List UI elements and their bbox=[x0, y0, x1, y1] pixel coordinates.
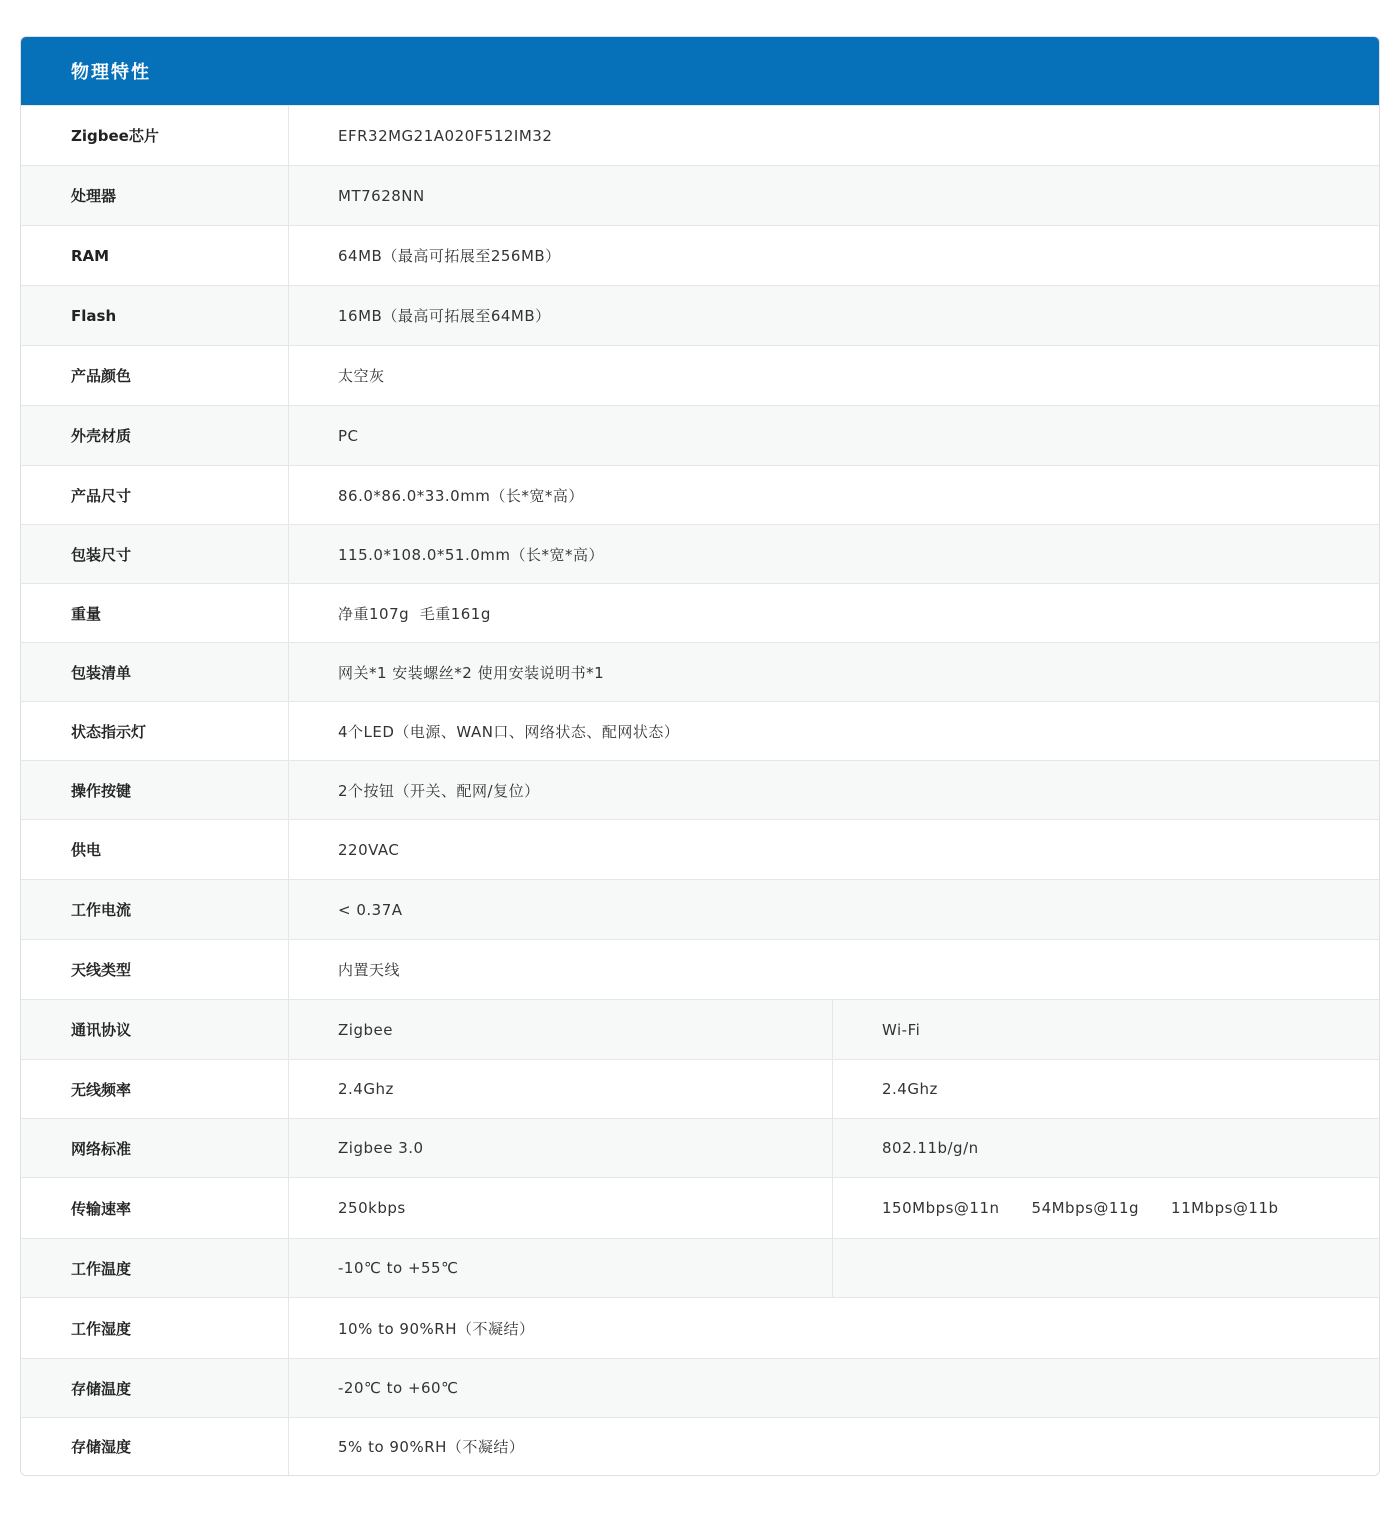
zigbee-value: -10℃ to +55℃ bbox=[289, 1239, 833, 1297]
table-row bbox=[21, 879, 1379, 939]
table-row bbox=[21, 1297, 1379, 1358]
row-label: 存储温度 bbox=[21, 1359, 289, 1417]
table-row-split bbox=[21, 999, 1379, 1059]
row-label: 无线频率 bbox=[21, 1060, 289, 1118]
row-label: 工作湿度 bbox=[21, 1298, 289, 1358]
row-label: 产品颜色 bbox=[21, 346, 289, 405]
table-row bbox=[21, 465, 1379, 524]
wifi-value: 802.11b/g/n bbox=[882, 1139, 979, 1157]
row-label: 外壳材质 bbox=[21, 406, 289, 465]
row-label: Zigbee芯片 bbox=[21, 106, 289, 165]
row-value: MT7628NN bbox=[338, 186, 425, 205]
table-body bbox=[21, 105, 1379, 1475]
row-value: PC bbox=[338, 426, 359, 445]
row-label: RAM bbox=[21, 226, 289, 285]
row-value: 220VAC bbox=[338, 840, 400, 859]
table-row bbox=[21, 939, 1379, 999]
wifi-rate-11n: 150Mbps@11n bbox=[882, 1199, 1000, 1217]
row-value: < 0.37A bbox=[338, 900, 403, 919]
row-label: 产品尺寸 bbox=[21, 466, 289, 524]
row-label: 处理器 bbox=[21, 166, 289, 225]
wifi-rate-11b: 11Mbps@11b bbox=[1171, 1199, 1279, 1217]
row-label: 工作温度 bbox=[21, 1239, 289, 1297]
row-value: 16MB（最高可拓展至64MB） bbox=[338, 307, 551, 325]
wifi-rate-11g: 54Mbps@11g bbox=[1031, 1199, 1140, 1217]
zigbee-value: Zigbee 3.0 bbox=[289, 1119, 833, 1177]
table-header bbox=[21, 37, 1379, 105]
row-label: 网络标准 bbox=[21, 1119, 289, 1177]
row-value: 10% to 90%RH（不凝结） bbox=[338, 1319, 535, 1338]
table-row bbox=[21, 642, 1379, 701]
row-label: Flash bbox=[21, 286, 289, 345]
table-row bbox=[21, 701, 1379, 760]
table-row bbox=[21, 165, 1379, 225]
table-row bbox=[21, 524, 1379, 583]
row-label: 通讯协议 bbox=[21, 1000, 289, 1059]
row-label: 天线类型 bbox=[21, 940, 289, 999]
row-value: 网关*1 安装螺丝*2 使用安装说明书*1 bbox=[338, 663, 605, 682]
row-label: 供电 bbox=[21, 820, 289, 879]
table-row bbox=[21, 345, 1379, 405]
zigbee-value: 250kbps bbox=[289, 1178, 833, 1238]
table-row bbox=[21, 583, 1379, 642]
row-label: 包装清单 bbox=[21, 643, 289, 701]
table-row bbox=[21, 760, 1379, 819]
wifi-value: Wi-Fi bbox=[882, 1020, 921, 1039]
row-label: 包装尺寸 bbox=[21, 525, 289, 583]
table-row-split bbox=[21, 1118, 1379, 1177]
wifi-value bbox=[833, 1239, 1379, 1297]
row-label: 重量 bbox=[21, 584, 289, 642]
table-row-split bbox=[21, 1177, 1379, 1238]
row-value: 太空灰 bbox=[338, 367, 385, 385]
row-label: 传输速率 bbox=[21, 1178, 289, 1238]
table-title: 物理特性 bbox=[71, 62, 151, 83]
table-row bbox=[21, 819, 1379, 879]
row-label: 工作电流 bbox=[21, 880, 289, 939]
table-row bbox=[21, 225, 1379, 285]
row-value: 4个LED（电源、WAN口、网络状态、配网状态） bbox=[338, 722, 680, 741]
row-value: 115.0*108.0*51.0mm（长*宽*高） bbox=[338, 545, 605, 564]
row-value: -20℃ to +60℃ bbox=[338, 1379, 459, 1397]
table-row-split bbox=[21, 1059, 1379, 1118]
wifi-rates bbox=[833, 1178, 1379, 1238]
zigbee-value: Zigbee bbox=[289, 1000, 833, 1059]
row-label: 状态指示灯 bbox=[21, 702, 289, 760]
table-row bbox=[21, 405, 1379, 465]
table-row bbox=[21, 285, 1379, 345]
row-value: 净重107g 毛重161g bbox=[338, 604, 491, 623]
row-value: 86.0*86.0*33.0mm（长*宽*高） bbox=[338, 486, 584, 505]
row-value: EFR32MG21A020F512IM32 bbox=[338, 126, 553, 145]
zigbee-value: 2.4Ghz bbox=[289, 1060, 833, 1118]
row-label: 操作按键 bbox=[21, 761, 289, 819]
row-value: 2个按钮（开关、配网/复位） bbox=[338, 781, 540, 800]
row-value: 内置天线 bbox=[338, 961, 401, 979]
spec-table bbox=[20, 36, 1380, 1476]
wifi-value: 2.4Ghz bbox=[882, 1080, 938, 1098]
table-row-split bbox=[21, 1238, 1379, 1297]
row-label: 存储湿度 bbox=[21, 1418, 289, 1475]
table-row bbox=[21, 1417, 1379, 1475]
row-value: 64MB（最高可拓展至256MB） bbox=[338, 247, 561, 265]
table-row bbox=[21, 1358, 1379, 1417]
row-value: 5% to 90%RH（不凝结） bbox=[338, 1438, 525, 1456]
table-row bbox=[21, 105, 1379, 165]
